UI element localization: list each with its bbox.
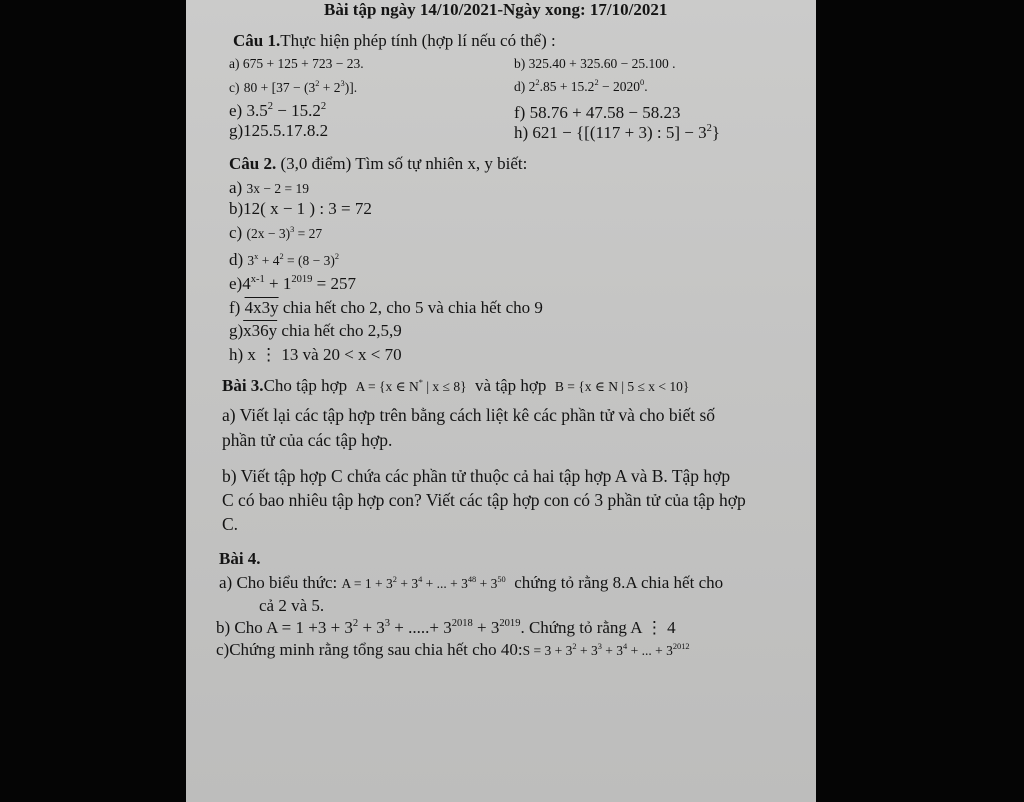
- q4-a-intro: a) Cho biểu thức:: [219, 573, 338, 592]
- q2-g-text: chia hết cho 2,5,9: [281, 321, 402, 340]
- q2-a-label: a): [229, 178, 243, 197]
- q1-e-label: e): [229, 101, 243, 120]
- q3-intro1: Cho tập hợp: [263, 376, 348, 395]
- q4-a-text: chứng tỏ rằng 8.A chia hết cho: [514, 573, 724, 592]
- q2-d: [229, 250, 339, 271]
- q1-c-label: c): [229, 80, 240, 95]
- q1-g-expr: 125.5.17.8.2: [243, 121, 329, 140]
- q3-a-line1: a) Viết lại các tập hợp trên bằng cách liệt kê các phần tử và cho biết số: [222, 405, 716, 425]
- q3-a-line2: phần tử của các tập hợp.: [222, 430, 393, 450]
- q4-a-line2: cả 2 và 5.: [259, 596, 325, 615]
- q1-b-expr: 325.40 + 325.60 − 25.100 .: [528, 56, 676, 71]
- q2-heading: Câu 2.: [229, 154, 277, 173]
- q1-b-label: b): [514, 56, 526, 71]
- q1-g-label: g): [229, 121, 244, 140]
- q4-b-text: . Chứng tỏ rằng A ⋮ 4: [520, 618, 676, 637]
- q1-c: [229, 77, 357, 98]
- q4-b: [216, 618, 676, 638]
- q1-d-label: d): [514, 79, 526, 94]
- worksheet-paper: [186, 0, 816, 802]
- q1-a-label: a): [229, 56, 240, 71]
- q4-heading: Bài 4.: [219, 549, 261, 568]
- q2-d-label: d): [229, 250, 244, 269]
- q2-e-expr: $4^{x-1} + 1^{2019} = 257$: [242, 273, 357, 293]
- q1-heading: Câu 1.: [233, 31, 281, 50]
- q2-g-number: x36y: [243, 321, 278, 340]
- q1-h-label: h): [514, 123, 529, 142]
- q2-prompt: (3,0 điểm) Tìm số tự nhiên x, y biết:: [280, 154, 528, 173]
- q1-f-expr: 58.76 + 47.58 − 58.23: [529, 103, 681, 122]
- q2-c-expr: $(2x - 3)^3 = 27$: [246, 225, 323, 241]
- q2-c: [229, 223, 322, 244]
- q2-a-expr: 3x − 2 = 19: [246, 181, 309, 196]
- q1-b: [514, 54, 675, 74]
- q2-b-expr: 12( x − 1 ) : 3 = 72: [243, 199, 372, 218]
- q1-f-label: f): [514, 103, 526, 122]
- q2-h: [229, 345, 402, 365]
- q1-d: [514, 77, 648, 97]
- q1-d-expr: $2^2.85 + 15.2^2 - 2020^0$.: [528, 78, 648, 94]
- q2-g-label: g): [229, 321, 244, 340]
- q1-a-expr: 675 + 125 + 723 − 23.: [242, 56, 364, 71]
- q1-h-expr: 621 − {[(117 + 3) : $5] - 3^2$}: [532, 122, 721, 142]
- q3-b-line3: C.: [222, 514, 239, 534]
- q2-f: [229, 298, 543, 318]
- q1-a: [229, 54, 364, 74]
- q1-e-expr: $3.5^2 - 15.2^2$: [246, 100, 327, 120]
- q2-e: [229, 274, 356, 294]
- q4-b-intro: b) Cho: [216, 618, 263, 637]
- q1-c-expr: $80 + [37 - (3^2 + 2^3)]$.: [243, 79, 358, 95]
- q2-e-label: e): [229, 274, 243, 293]
- q4-a: [219, 573, 723, 594]
- q3-set-a: A = {x ∈ N* | x ≤ 8}: [355, 378, 467, 394]
- q3-b-line2: C có bao nhiêu tập hợp con? Viết các tập hợp con có 3 phần tử của tập hợp: [222, 490, 746, 510]
- q1-heading-line: [233, 31, 556, 51]
- q4-a-expr: $A = 1 + 3^2 + 3^4$ + ... + $3^{48} + 3^{50}$: [341, 575, 506, 591]
- q1-g: [229, 121, 328, 141]
- q1-h: [514, 123, 720, 143]
- q3-b-line1: b) Viết tập hợp C chứa các phần tử thuộc cả hai tập hợp A và B. Tập hợp: [222, 466, 731, 486]
- q3-intro2: và tập hợp: [475, 376, 547, 395]
- q2-a: [229, 178, 309, 199]
- q4-c-intro: c)Chứng minh rằng tổng sau chia hết cho 40:: [216, 640, 523, 659]
- q2-f-text: chia hết cho 2, cho 5 và chia hết cho 9: [282, 298, 543, 317]
- q3-set-b: B = {x ∈ N | 5 ≤ x < 10}: [554, 379, 690, 394]
- q2-h-label: h): [229, 345, 244, 364]
- q2-h-text: x ⋮ 13 và 20 < x < 70: [247, 345, 402, 364]
- q2-g: [229, 321, 402, 341]
- q2-b: [229, 199, 372, 219]
- q2-d-expr: $3^x + 4^2 = (8 - 3)^2$: [247, 252, 340, 268]
- q2-c-label: c): [229, 223, 243, 242]
- q1-f: [514, 103, 681, 123]
- q2-heading-line: [229, 154, 527, 174]
- q2-f-label: f): [229, 298, 241, 317]
- q2-b-label: b): [229, 199, 244, 218]
- q4-c-expr: $S = 3 + 3^2 + 3^3 + 3^4$ + ... + $3^{2012}$: [522, 642, 690, 658]
- q4-c: [216, 640, 690, 661]
- q4-b-expr: $A = 1 +3 + 3^2 + 3^3$ + .....+ $3^{2018} + 3^{2019}$: [266, 617, 521, 637]
- q1-e: [229, 101, 326, 121]
- worksheet-title: Bài tập ngày 14/10/2021-Ngày xong: 17/10/2021: [324, 0, 668, 19]
- q2-f-number: 4x3y: [244, 298, 279, 317]
- q3-heading: Bài 3.: [222, 376, 264, 395]
- q3-heading-line: [222, 376, 689, 397]
- q1-prompt: Thực hiện phép tính (hợp lí nếu có thể) :: [280, 31, 556, 50]
